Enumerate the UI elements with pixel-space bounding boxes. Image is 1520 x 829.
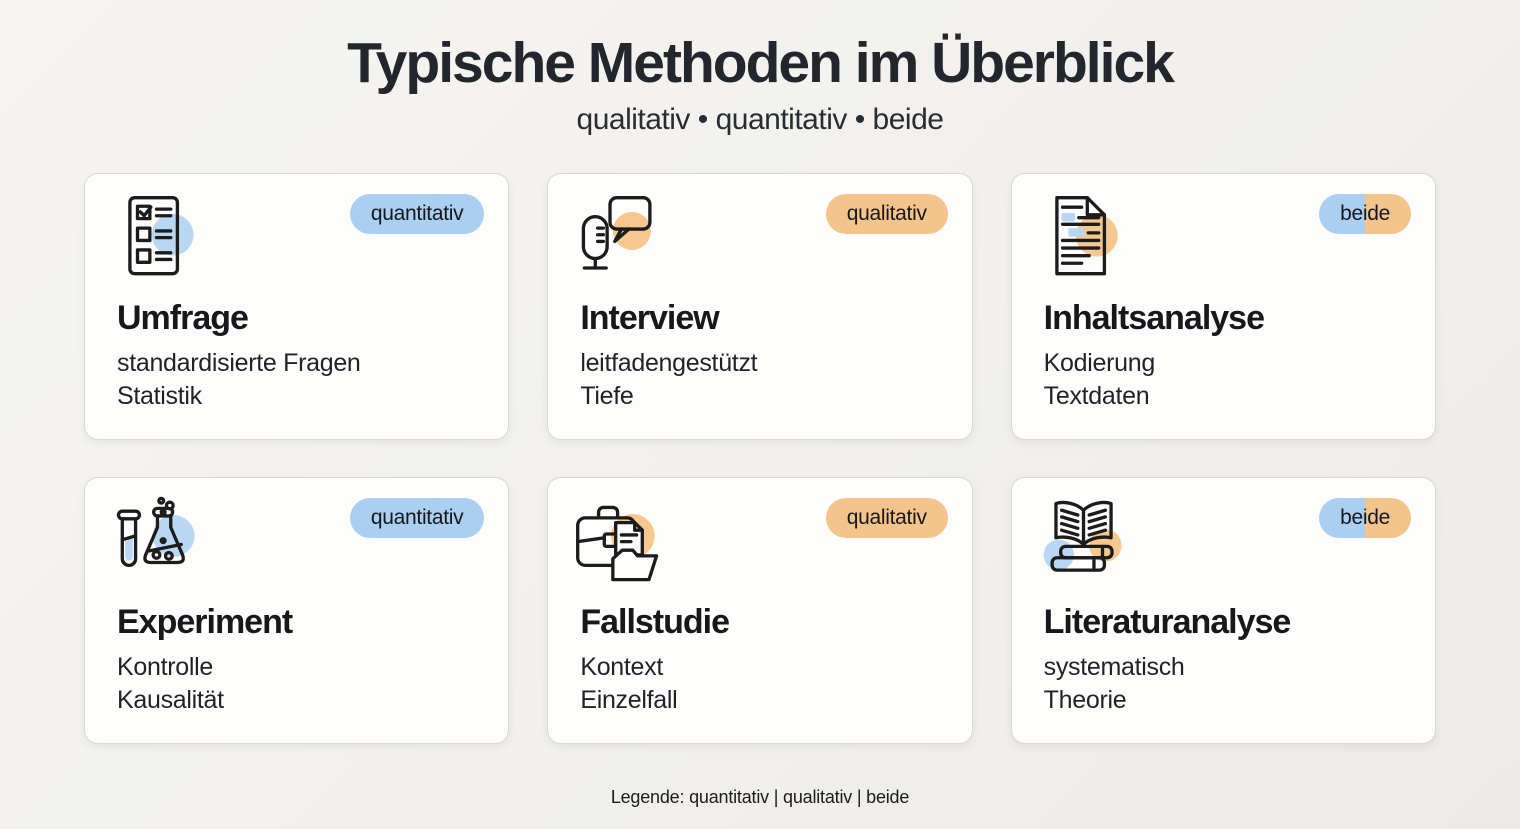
card-literaturanalyse <box>1011 477 1436 744</box>
microphone-speech-icon <box>572 192 667 287</box>
badge-qualitativ: qualitativ <box>826 498 948 538</box>
card-description <box>1044 651 1409 717</box>
card-description <box>117 347 482 413</box>
card-experiment <box>84 477 509 744</box>
card-title: Literaturanalyse <box>1043 602 1291 641</box>
flask-testtube-icon <box>109 496 204 591</box>
card-description-line: Tiefe <box>580 381 634 410</box>
page-title: Typische Methoden im Überblick <box>347 31 1173 95</box>
card-description-line: Textdaten <box>1043 381 1150 410</box>
document-analysis-icon <box>1036 192 1131 287</box>
card-umfrage <box>84 173 509 440</box>
card-inhaltsanalyse <box>1011 173 1436 440</box>
card-description-line: Statistik <box>117 381 202 410</box>
card-title: Experiment <box>117 602 293 641</box>
page-subtitle: qualitativ • quantitativ • beide <box>576 102 944 136</box>
card-title: Fallstudie <box>580 602 730 641</box>
card-description <box>580 651 945 717</box>
briefcase-folder-icon <box>572 496 667 591</box>
badge-quantitativ: quantitativ <box>350 498 484 538</box>
card-fallstudie <box>547 477 972 744</box>
card-description <box>117 651 482 717</box>
card-interview <box>547 173 972 440</box>
page-header <box>0 0 1520 137</box>
books-literature-icon <box>1036 496 1131 591</box>
cards-grid <box>84 173 1436 744</box>
card-description-line: Kontrolle <box>117 652 213 681</box>
card-title: Interview <box>580 298 719 337</box>
card-title: Inhaltsanalyse <box>1043 298 1264 337</box>
card-description-line: Kodierung <box>1043 348 1155 377</box>
card-description-line: Theorie <box>1043 685 1127 714</box>
badge-beide: beide <box>1319 194 1411 234</box>
card-description-line: leitfadengestützt <box>580 348 758 377</box>
card-description-line: Kausalität <box>117 685 224 714</box>
legend: Legende: quantitativ | qualitativ | beide <box>610 787 910 807</box>
badge-qualitativ: qualitativ <box>826 194 948 234</box>
badge-quantitativ: quantitativ <box>350 194 484 234</box>
card-description-line: systematisch <box>1043 652 1185 681</box>
card-description-line: standardisierte Fragen <box>117 348 361 377</box>
card-title: Umfrage <box>117 298 248 337</box>
badge-beide: beide <box>1319 498 1411 538</box>
card-description-line: Kontext <box>580 652 664 681</box>
card-description-line: Einzelfall <box>580 685 678 714</box>
card-description <box>1044 347 1409 413</box>
card-description <box>580 347 945 413</box>
checklist-survey-icon <box>109 192 204 287</box>
